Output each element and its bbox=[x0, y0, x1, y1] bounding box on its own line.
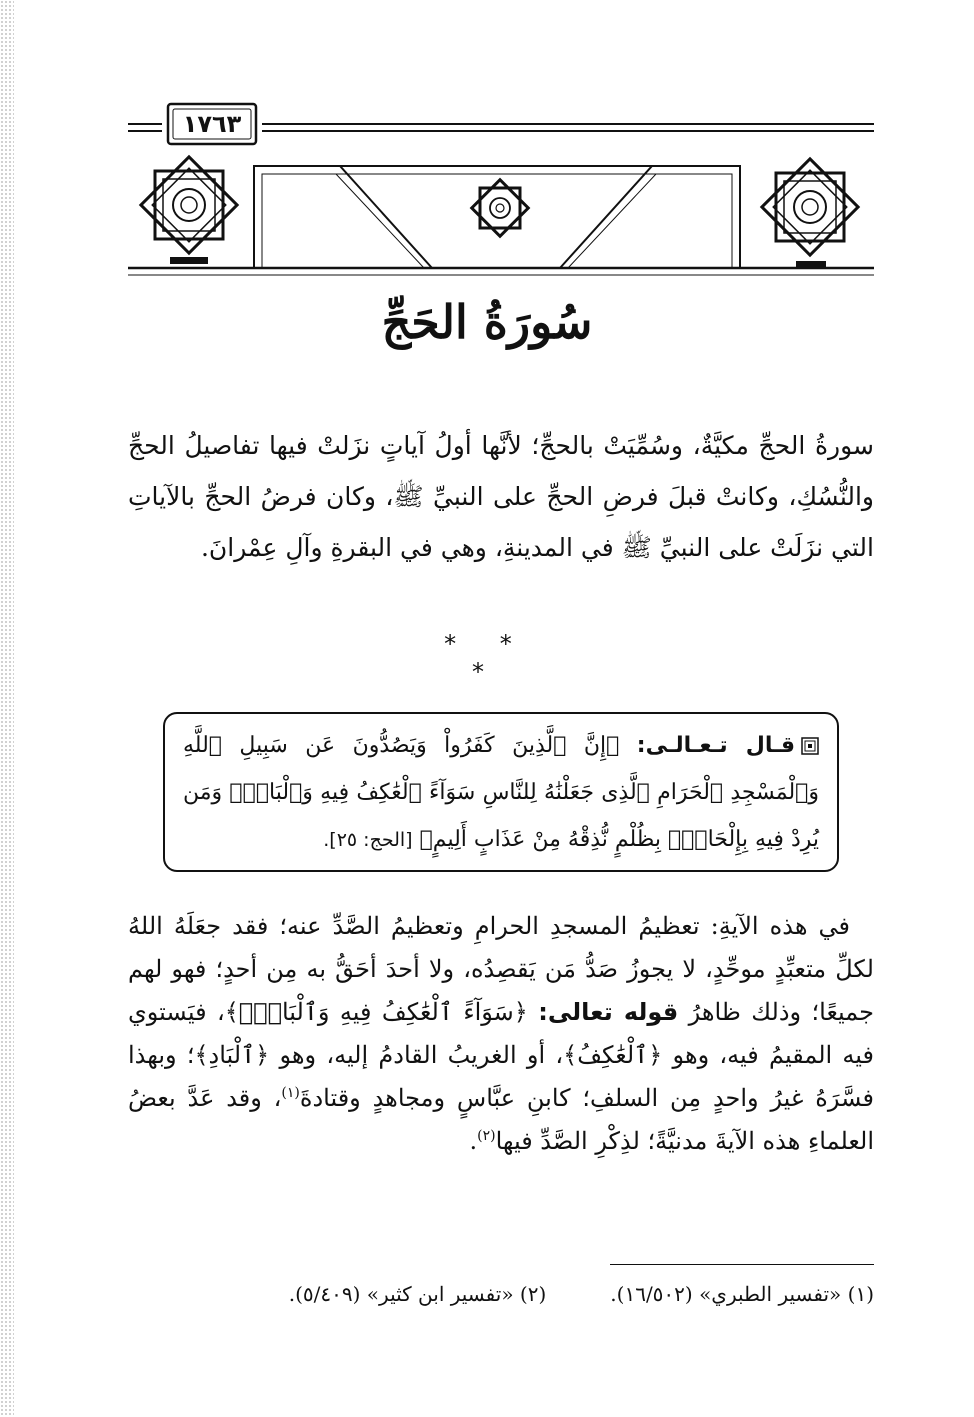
page-number: ١٧٦٣ bbox=[182, 110, 242, 138]
commentary-part-2: ، فيَستوي فيه المقيمُ فيه، وهو bbox=[128, 998, 875, 1069]
verse-text: ﴿إِنَّ ٱلَّذِينَ كَفَرُواْ وَيَصُدُّونَ عَن سَبِيلِ ٱللَّهِ وَٱلْمَسْجِدِ ٱلْحَرَامِ ٱلَّذِى جَعَلْنَٰهُ لِلنَّاسِ سَوَآءً ٱلْعَٰكِفُ فِيهِ وَٱلْبَادِۚ وَمَن يُرِدْ فِيهِ بِإِلْحَادٍۭ بِظُلْمٍ نُّذِقْهُ مِنْ عَذَابٍ أَلِيمٍ﴾ bbox=[183, 733, 819, 852]
bold-phrase: قوله تعالى: bbox=[538, 998, 679, 1026]
commentary-part-3: ، أو الغريبُ القادمُ إليه، وهو bbox=[279, 1041, 564, 1069]
quote-1: ﴿سَوَآءً ٱلْعَٰكِفُ فِيهِ وَٱلْبَادِۚ﴾ bbox=[224, 998, 528, 1026]
commentary-end: . bbox=[469, 1127, 478, 1155]
verse-paragraph bbox=[183, 722, 819, 864]
verse-box bbox=[163, 712, 839, 872]
decorative-header-frame bbox=[0, 0, 974, 300]
section-separator: * * * bbox=[444, 630, 530, 686]
surah-title: سُورَةُ الحَجِّ bbox=[381, 295, 593, 349]
intro-section bbox=[128, 420, 874, 573]
quote-2: ﴿ٱلْعَٰكِفُ﴾ bbox=[563, 1041, 663, 1069]
ornament-icon bbox=[801, 737, 819, 755]
footnote-2: (٢) «تفسير ابن كثير» (٥/٤٠٩). bbox=[288, 1282, 547, 1306]
footnote-divider bbox=[610, 1264, 874, 1265]
commentary-part-1: في هذه الآيةِ: تعظيمُ المسجدِ الحرامِ وتعظيمُ الصَّدِّ عنه؛ فقد جعَلَهُ اللهُ لكلِّ متعبِّدٍ موحِّدٍ، لا يجوزُ صَدُّ مَن يَقصِدُه، ولا أحدَ أحَقُّ به مِن أحدٍ؛ فهو لهم جميعًا؛ وذلك ظاهرُ bbox=[128, 912, 874, 1026]
verse-reference: [الحج: ٢٥]. bbox=[323, 829, 413, 851]
intro-paragraph: سورةُ الحجِّ مكيَّةٌ، وسُمِّيَتْ بالحجِّ؛ لأنَّها أولُ آياتٍ نزَلتْ فيها تفاصيلُ الحجِّ والنُّسُكِ، وكانتْ قبلَ فرضِ الحجِّ على النبيِّ ﷺ، وكان فرضُ الحجِّ بالآياتِ التي نزَلَتْ على النبيِّ ﷺ في المدينةِ، وهي في البقرةِ وآلِ عِمْرانَ. bbox=[128, 431, 874, 562]
commentary-section bbox=[128, 905, 874, 1163]
commentary-part-5: ، وقد عَدَّ بعضُ العلماءِ هذه الآيةَ مدنيَّةً؛ لذِكْرِ الصَّدِّ فيها bbox=[128, 1084, 874, 1155]
footnote-1: (١) «تفسير الطبري» (١٦/٥٠٢). bbox=[610, 1282, 874, 1306]
verse-intro: قـال تـعـالـى: bbox=[636, 733, 795, 758]
footnote-marker-1: (١) bbox=[281, 1085, 300, 1101]
commentary-paragraph bbox=[128, 905, 874, 1163]
commentary-part-4: ؛ وبهذا فسَّرَهُ غيرُ واحدٍ مِن السلفِ؛ كابنِ عبَّاسٍ ومجاهدٍ وقتادةَ bbox=[128, 1041, 874, 1112]
quote-3: ﴿ٱلْبَادِ﴾ bbox=[194, 1041, 270, 1069]
footnotes bbox=[190, 1282, 874, 1312]
footnote-marker-2: (٢) bbox=[477, 1128, 496, 1144]
